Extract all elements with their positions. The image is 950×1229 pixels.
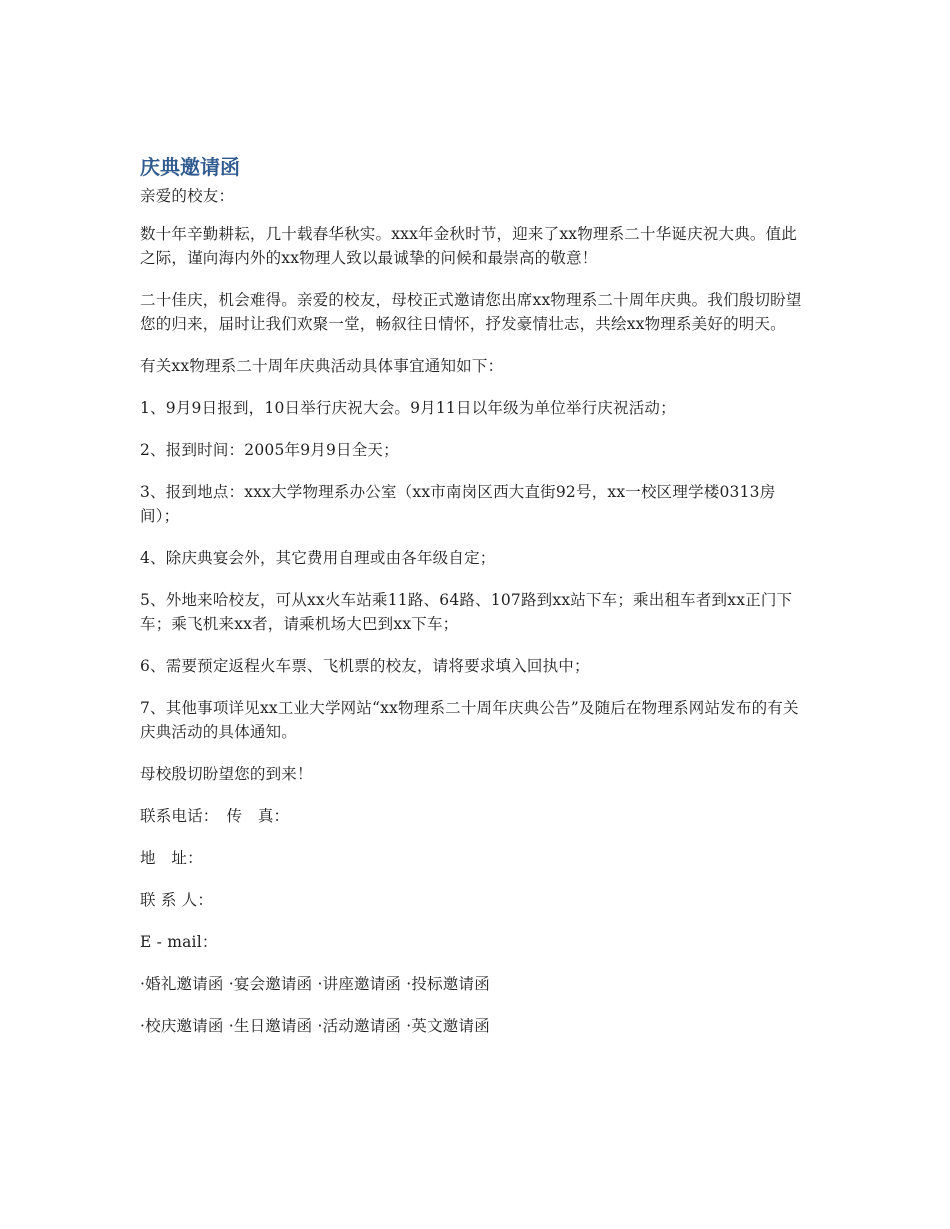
contact-person: 联 系 人： xyxy=(140,891,214,909)
intro-paragraph: 数十年辛勤耕耘，几十载春华秋实。xxx年金秋时节，迎来了xx物理系二十华诞庆祝大典。值此之际，谨向海内外的xx物理人致以最诚挚的问候和最崇高的敬意！ xyxy=(140,225,798,267)
contact-address: 地 址： xyxy=(140,849,203,867)
notice-item-1: 1、9月9日报到，10日举行庆祝大会。9月11日以年级为单位举行庆祝活动； xyxy=(140,399,676,417)
notice-heading: 有关xx物理系二十周年庆典活动具体事宜通知如下： xyxy=(140,357,504,375)
closing-line: 母校殷切盼望您的到来！ xyxy=(140,765,313,783)
greeting: 亲爱的校友： xyxy=(140,187,235,205)
contact-phone-fax: 联系电话： 传 真： xyxy=(140,807,290,825)
notice-item-6: 6、需要预定返程火车票、飞机票的校友，请将要求填入回执中； xyxy=(140,657,590,675)
notice-item-5: 5、外地来哈校友，可从xx火车站乘11路、64路、107路到xx站下车；乘出租车者到xx正门下车；乘飞机来xx者，请乘机场大巴到xx下车； xyxy=(140,591,793,633)
related-links-row-2: ·校庆邀请函 ·生日邀请函 ·活动邀请函 ·英文邀请函 xyxy=(140,1017,490,1035)
invitation-paragraph: 二十佳庆，机会难得。亲爱的校友，母校正式邀请您出席xx物理系二十周年庆典。我们殷切盼望您的归来，届时让我们欢聚一堂，畅叙往日情怀，抒发豪情壮志，共绘xx物理系美好的明天。 xyxy=(140,291,802,333)
notice-item-7: 7、其他事项详见xx工业大学网站“xx物理系二十周年庆典公告”及随后在物理系网站发布的有关庆典活动的具体通知。 xyxy=(140,699,799,741)
notice-item-3: 3、报到地点：xxx大学物理系办公室（xx市南岗区西大直街92号，xx一校区理学楼0313房间）； xyxy=(140,483,776,525)
notice-item-2: 2、报到时间：2005年9月9日全天； xyxy=(140,441,399,459)
related-links-row-1: ·婚礼邀请函 ·宴会邀请函 ·讲座邀请函 ·投标邀请函 xyxy=(140,975,490,993)
document-title: 庆典邀请函 xyxy=(140,155,240,179)
notice-item-4: 4、除庆典宴会外，其它费用自理或由各年级自定； xyxy=(140,549,496,567)
contact-email: E - mail： xyxy=(140,933,218,951)
document-page xyxy=(140,148,812,1056)
